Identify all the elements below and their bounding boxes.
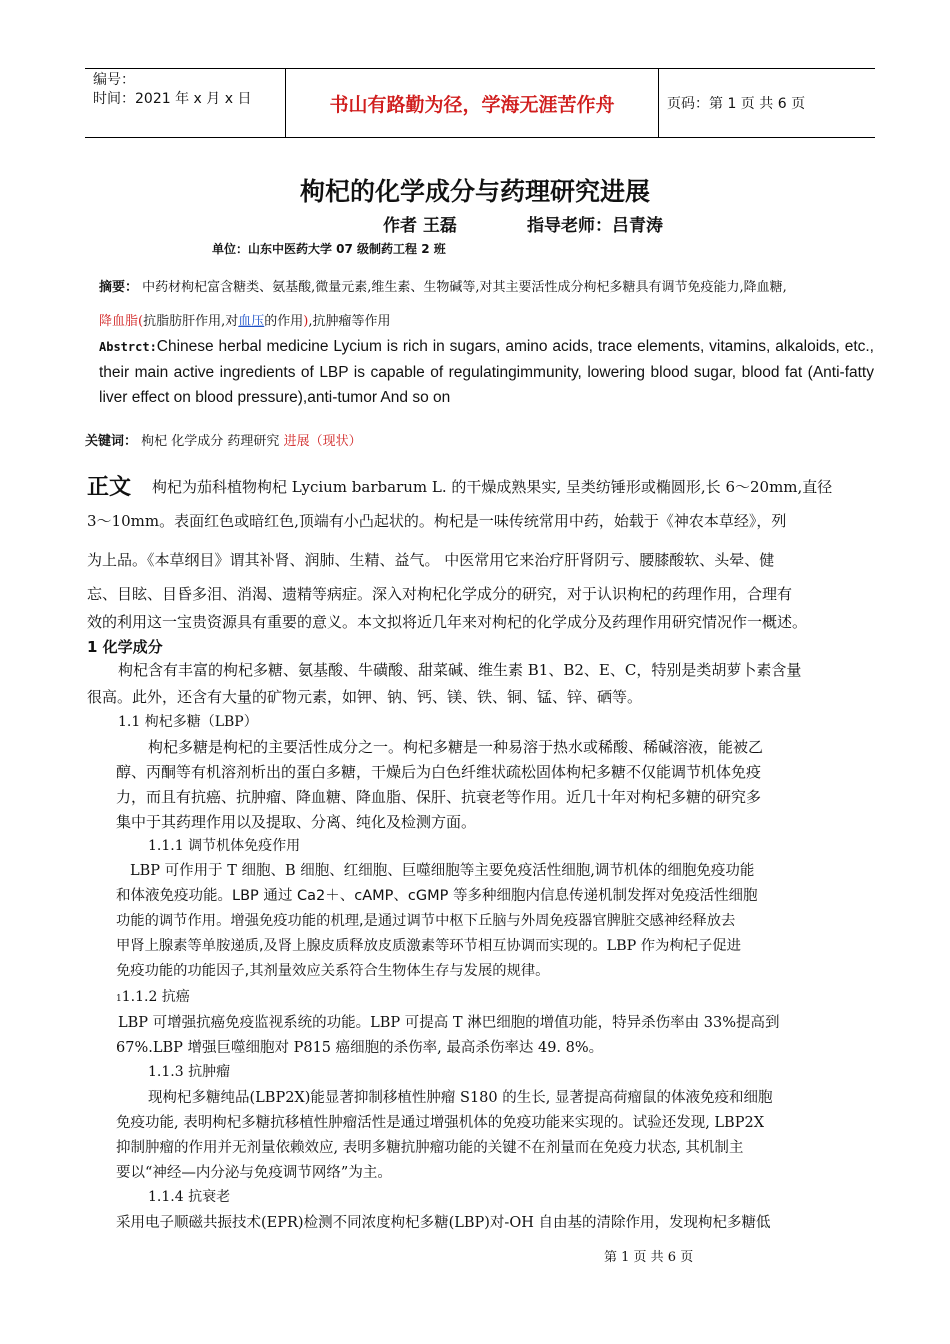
section-1-1-heading: 1.1 枸杞多糖（LBP） bbox=[118, 714, 258, 730]
header-motto: 书山有路勤为径，学海无涯苦作舟 bbox=[285, 69, 659, 137]
header-meta bbox=[93, 71, 251, 109]
immune-line-4 bbox=[116, 935, 741, 955]
heading-mark: 1 bbox=[116, 994, 122, 1004]
abstract-red-2: ) bbox=[303, 314, 309, 329]
keywords-red: 进展（现状） bbox=[283, 434, 362, 449]
section-1-1-2-heading bbox=[116, 986, 190, 1006]
tumor-line-1: 现枸杞多糖纯品(LBP2X)能显著抑制移植性肿瘤 S180 的生长, 显著提高荷瘤鼠的体液免疫和细胞 bbox=[148, 1090, 773, 1106]
abstract-en-text: Chinese herbal medicine Lycium is rich in sugars, amino acids, trace elements, vitamins, alkaloids, etc., their main active ingredients of LBP is capable of regulatingimmunity, lowering blood sugar, blood fat (Anti-fatty liver effect on blood pressure),anti-tumor And so on bbox=[99, 338, 874, 406]
blood-pressure-link[interactable]: 血压 bbox=[238, 314, 265, 329]
abstract-red-1: 降血脂( bbox=[99, 314, 144, 329]
section-1-1-4-heading: 1.1.4 抗衰老 bbox=[148, 1189, 231, 1205]
abstract-text-2a: 抗脂肪肝作用,对 bbox=[143, 314, 239, 329]
intro-line-5: 效的利用这一宝贵资源具有重要的意义。本文拟将近几年来对枸杞的化学成分及药理作用研究情况作一概述。 bbox=[87, 613, 808, 631]
zhengwen-heading: 正文 bbox=[87, 475, 132, 500]
advisor: 指导老师：吕青涛 bbox=[527, 216, 663, 236]
immune-line-4b: LBP 作为枸杞子促进 bbox=[606, 938, 741, 954]
article-title: 枸杞的化学成分与药理研究进展 bbox=[299, 177, 650, 206]
lbp-line-3: 力，而且有抗癌、抗肿瘤、降血糖、降血脂、保肝、抗衰老等作用。近几十年对枸杞多糖的研究多 bbox=[116, 788, 762, 806]
tumor-line-4: 要以“神经—内分泌与免疫调节网络”为主。 bbox=[116, 1165, 392, 1181]
intro-line-2: 3～10mm。表面红色或暗红色,顶端有小凸起状的。枸杞是一味传统常用中药，始载于《神农本草经》，列 bbox=[87, 512, 787, 530]
abstract-line-2 bbox=[99, 310, 390, 334]
immune-line-2b: LBP 通过 Ca2＋、cAMP、cGMP 等多种细胞内信息传递机制发挥对免疫活性细胞 bbox=[232, 888, 758, 904]
abstract-line-1 bbox=[99, 276, 787, 300]
header-table bbox=[85, 68, 875, 138]
keywords-text: 枸杞 化学成分 药理研究 bbox=[141, 434, 284, 449]
header-page-label: 页码：第 1 页 共 6 页 bbox=[667, 96, 806, 112]
lbp-line-2: 醇、丙酮等有机溶剂析出的蛋白多糖，干燥后为白色纤维状疏松固体枸杞多糖不仅能调节机体免疫 bbox=[116, 763, 762, 781]
lbp-line-1: 枸杞多糖是枸杞的主要活性成分之一。枸杞多糖是一种易溶于热水或稀酸、稀碱溶液，能被乙 bbox=[148, 738, 764, 756]
intro-line-3: 为上品。《本草纲目》谓其补肾、润肺、生精、益气。 中医常用它来治疗肝肾阴亏、腰膝酸软、头晕、健 bbox=[87, 551, 775, 569]
tumor-line-3: 抑制肿瘤的作用并无剂量依赖效应, 表明多糖抗肿瘤功能的关键不在剂量而在免疫力状态, 其机制主 bbox=[116, 1140, 744, 1156]
abstract-text-2c: ,抗肿瘤等作用 bbox=[308, 314, 391, 329]
immune-line-2a: 和体液免疫功能。 bbox=[116, 888, 232, 904]
immune-line-2 bbox=[116, 884, 757, 905]
abstract-text-2b: 的作用 bbox=[264, 314, 304, 329]
lbp-line-4: 集中于其药理作用以及提取、分离、纯化及检测方面。 bbox=[116, 813, 477, 831]
abstract-text-1: 中药材枸杞富含糖类、氨基酸,微量元素,维生素、生物碱等,对其主要活性成分枸杞多糖具有调节免疫能力,降血糖, bbox=[142, 280, 787, 295]
chem-line-2: 很高。此外，还含有大量的矿物元素，如钾、钠、钙、镁、铁、铜、锰、锌、硒等。 bbox=[87, 688, 643, 706]
immune-line-4a: 甲肾上腺素等单胺递质,及肾上腺皮质释放皮质激素等环节相互协调而实现的。 bbox=[116, 938, 607, 954]
aging-line-1: 采用电子顺磁共振技术(EPR)检测不同浓度枸杞多糖(LBP)对-OH 自由基的清除作用，发现枸杞多糖低 bbox=[116, 1215, 771, 1231]
section-1-1-2-text: 1.1.2 抗癌 bbox=[121, 989, 190, 1005]
keywords-label: 关键词： bbox=[85, 434, 138, 449]
cancer-line-2: 67%.LBP 增强巨噬细胞对 P815 癌细胞的杀伤率, 最高杀伤率达 49. 8%。 bbox=[116, 1040, 604, 1056]
tumor-line-2: 免疫功能, 表明枸杞多糖抗移植性肿瘤活性是通过增强机体的免疫功能来实现的。试验还发现, LBP2X bbox=[116, 1115, 765, 1131]
immune-line-5: 免疫功能的功能因子,其剂量效应关系符合生物体生存与发展的规律。 bbox=[116, 963, 550, 979]
section-1-1-3-heading: 1.1.3 抗肿瘤 bbox=[148, 1064, 231, 1080]
unit: 单位：山东中医药大学 07 级制药工程 2 班 bbox=[212, 242, 446, 256]
cancer-line-1: LBP 可增强抗癌免疫监视系统的功能。LBP 可提高 T 淋巴细胞的增值功能，特异杀伤率由 33%提高到 bbox=[118, 1015, 780, 1031]
abstract-en-label: Abstrct: bbox=[99, 340, 157, 354]
abstract-english bbox=[99, 334, 874, 410]
intro-line-1: 枸杞为茄科植物枸杞 Lycium barbarum L. 的干燥成熟果实, 呈类纺锤形或椭圆形,长 6～20mm,直径 bbox=[152, 478, 833, 496]
section-1-heading: 1 化学成分 bbox=[87, 638, 163, 656]
intro-line-4: 忘、目眩、目昏多泪、消渴、遗精等病症。深入对枸杞化学成分的研究，对于认识枸杞的药理作用，合理有 bbox=[87, 585, 793, 603]
author: 作者 王磊 bbox=[383, 216, 457, 236]
keywords bbox=[85, 430, 362, 449]
section-1-1-1-heading: 1.1.1 调节机体免疫作用 bbox=[148, 838, 301, 854]
immune-line-3: 功能的调节作用。增强免疫功能的机理,是通过调节中枢下丘脑与外周免疫器官脾脏交感神经释放去 bbox=[116, 913, 736, 929]
page-footer: 第 1 页 共 6 页 bbox=[604, 1250, 694, 1265]
number-label: 编号： bbox=[93, 72, 135, 88]
abstract-label: 摘要： bbox=[99, 280, 139, 295]
time-label: 时间：2021 年 x 月 x 日 bbox=[93, 91, 252, 107]
chem-line-1: 枸杞含有丰富的枸杞多糖、氨基酸、牛磺酸、甜菜碱、维生素 B1、B2、E、C，特别是类胡萝卜素含量 bbox=[118, 661, 802, 679]
immune-line-1: LBP 可作用于 T 细胞、B 细胞、红细胞、巨噬细胞等主要免疫活性细胞,调节机体的细胞免疫功能 bbox=[130, 863, 755, 879]
